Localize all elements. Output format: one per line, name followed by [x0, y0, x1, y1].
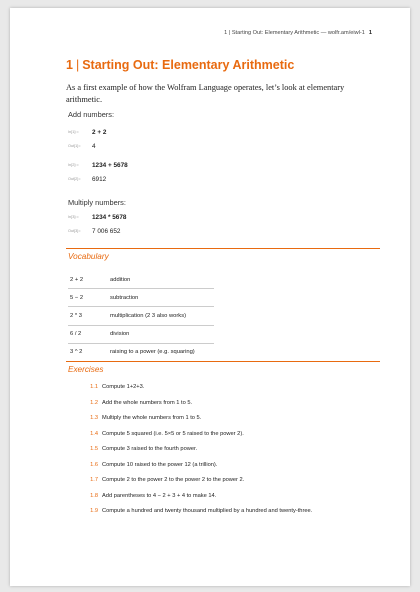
output-text-2: 6912: [92, 176, 107, 183]
exercise-text: Compute 3 raised to the fourth power.: [102, 446, 198, 452]
vocab-code: 3 ^ 2: [68, 343, 108, 361]
vocab-desc: addition: [108, 271, 214, 289]
output-text-1: 4: [92, 143, 96, 150]
running-head-text: 1 | Starting Out: Elementary Arithmetic — wolfr.am/eiwl-1: [224, 30, 365, 36]
exercise-text: Compute 5 squared (i.e. 5×5 or 5 raised to the power 2).: [102, 430, 244, 437]
multiply-numbers-label: Multiply numbers:: [68, 198, 126, 207]
vocab-row: [68, 307, 214, 325]
out-tag-3: Out[3]=: [68, 229, 81, 234]
exercise-number: 1.4: [90, 430, 98, 437]
output-cell-3: [68, 228, 120, 235]
output-cell-1: [68, 143, 96, 150]
vocabulary-heading: Vocabulary: [68, 252, 109, 261]
chapter-title-text: Starting Out: Elementary Arithmetic: [82, 58, 295, 72]
vocabulary-table: [68, 271, 214, 362]
chapter-separator: |: [75, 58, 80, 72]
vocab-code: 6 / 2: [68, 325, 108, 343]
output-text-3: 7 006 652: [92, 228, 121, 235]
vocab-row: [68, 289, 214, 307]
vocab-code: 2 + 2: [68, 271, 108, 289]
out-tag-1: Out[1]=: [68, 144, 81, 149]
chapter-title: [66, 58, 294, 72]
vocabulary-rule: [66, 248, 380, 249]
intro-paragraph: As a first example of how the Wolfram Language operates, let’s look at elementary arithmetic.: [66, 83, 345, 104]
vocab-row: [68, 271, 214, 289]
vocab-code: 2 * 3: [68, 307, 108, 325]
vocab-row: [68, 325, 214, 343]
exercise-text: Compute 2 to the power 2 to the power 2 to the power 2.: [102, 477, 245, 483]
exercise-text: Multiply the whole numbers from 1 to 5.: [102, 415, 202, 421]
exercise-text: Compute 10 raised to the power 12 (a trillion).: [102, 461, 218, 468]
exercise-number: 1.9: [90, 508, 98, 514]
vocab-desc: raising to a power (e.g. squaring): [108, 343, 214, 361]
document-page: [10, 8, 410, 586]
add-numbers-label: Add numbers:: [68, 110, 115, 119]
exercises-rule: [66, 361, 380, 362]
in-tag-2: In[2]:=: [68, 163, 79, 168]
in-tag-3: In[3]:=: [68, 215, 79, 220]
vocab-row: [68, 343, 214, 361]
vocab-desc: multiplication (2 3 also works): [108, 307, 214, 325]
input-cell-1[interactable]: [68, 129, 106, 136]
page-number: 1: [368, 30, 372, 36]
exercise-number: 1.1: [90, 384, 98, 390]
input-cell-3[interactable]: [68, 214, 126, 221]
output-cell-2: [68, 176, 106, 183]
exercise-number: 1.6: [90, 461, 98, 468]
vocab-desc: subtraction: [108, 289, 214, 307]
input-text-3: 1234 * 5678: [92, 214, 127, 221]
input-text-1: 2 + 2: [92, 129, 107, 136]
exercise-text: Add parentheses to 4 − 2 + 3 + 4 to make 14.: [102, 492, 217, 499]
exercise-text: Add the whole numbers from 1 to 5.: [102, 399, 193, 406]
exercise-text: Compute 1+2+3.: [102, 384, 145, 390]
exercise-text: Compute a hundred and twenty thousand multiplied by a hundred and twenty-three.: [102, 508, 313, 514]
exercises-heading: Exercises: [68, 365, 104, 374]
running-head: [224, 30, 372, 36]
vocab-code: 5 − 2: [68, 289, 108, 307]
input-text-2: 1234 + 5678: [92, 162, 128, 169]
exercise-number: 1.5: [90, 446, 98, 452]
vocab-desc: division: [108, 325, 214, 343]
input-cell-2[interactable]: [68, 162, 128, 169]
exercise-number: 1.7: [90, 477, 98, 483]
exercise-number: 1.3: [90, 415, 98, 421]
exercise-number: 1.8: [90, 492, 98, 499]
chapter-number: 1: [66, 58, 73, 72]
exercise-number: 1.2: [90, 399, 98, 406]
out-tag-2: Out[2]=: [68, 177, 81, 182]
in-tag-1: In[1]:=: [68, 130, 79, 135]
